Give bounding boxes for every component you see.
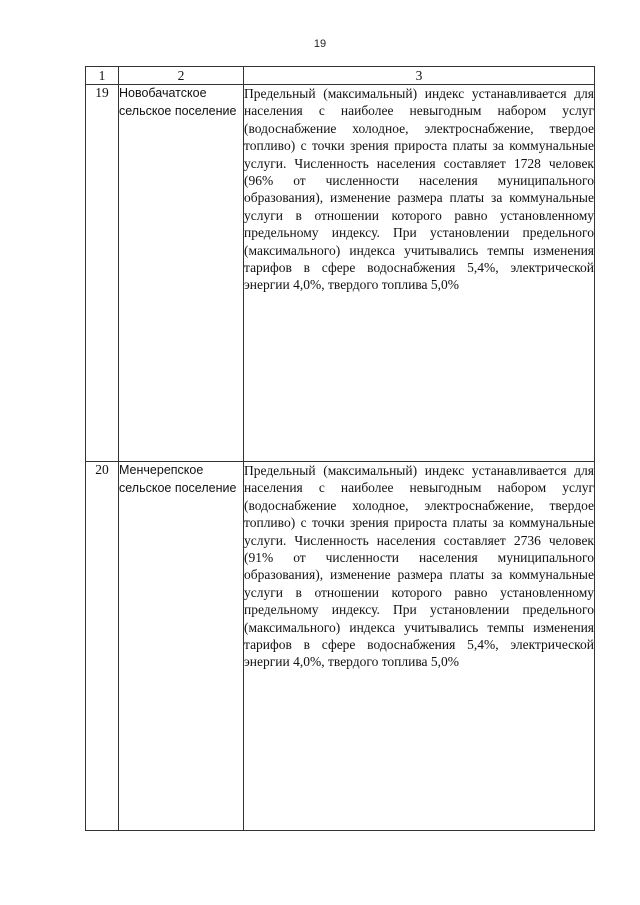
column-header-3: 3: [244, 67, 595, 85]
index-description: Предельный (максимальный) индекс устанавливается для населения с наиболее невыгодным набором услуг (водоснабжение холодное, электроснабжение, твердое топливо) с точки зрения прироста платы за коммунальные услуги. Численность населения составляет 1728 человек (96% от численности населения муниципального образования), изменение размера платы за коммунальные услуги в отношении которого равно установленному предельному индексу. При установлении предельного (максимального) индекса учитывались темпы изменения тарифов в сфере водоснабжения 5,4%, электрической энергии 4,0%, твердого топлива 5,0%: [244, 85, 595, 462]
settlement-name: Новобачатское сельское поселение: [119, 85, 244, 462]
table-row: [86, 85, 595, 462]
table-row: [86, 462, 595, 831]
tariff-index-table: [85, 66, 595, 831]
column-header-1: 1: [86, 67, 119, 85]
index-description: Предельный (максимальный) индекс устанавливается для населения с наиболее невыгодным набором услуг (водоснабжение холодное, электроснабжение, твердое топливо) с точки зрения прироста платы за коммунальные услуги. Численность населения составляет 2736 человек (91% от численности населения муниципального образования), изменение размера платы за коммунальные услуги в отношении которого равно установленному предельному индексу. При установлении предельного (максимального) индекса учитывались темпы изменения тарифов в сфере водоснабжения 5,4%, электрической энергии 4,0%, твердого топлива 5,0%: [244, 462, 595, 831]
row-number: 20: [86, 462, 119, 831]
row-number: 19: [86, 85, 119, 462]
table-header-row: [86, 67, 595, 85]
column-header-2: 2: [119, 67, 244, 85]
settlement-name: Менчерепское сельское поселение: [119, 462, 244, 831]
page-number: 19: [313, 38, 327, 50]
